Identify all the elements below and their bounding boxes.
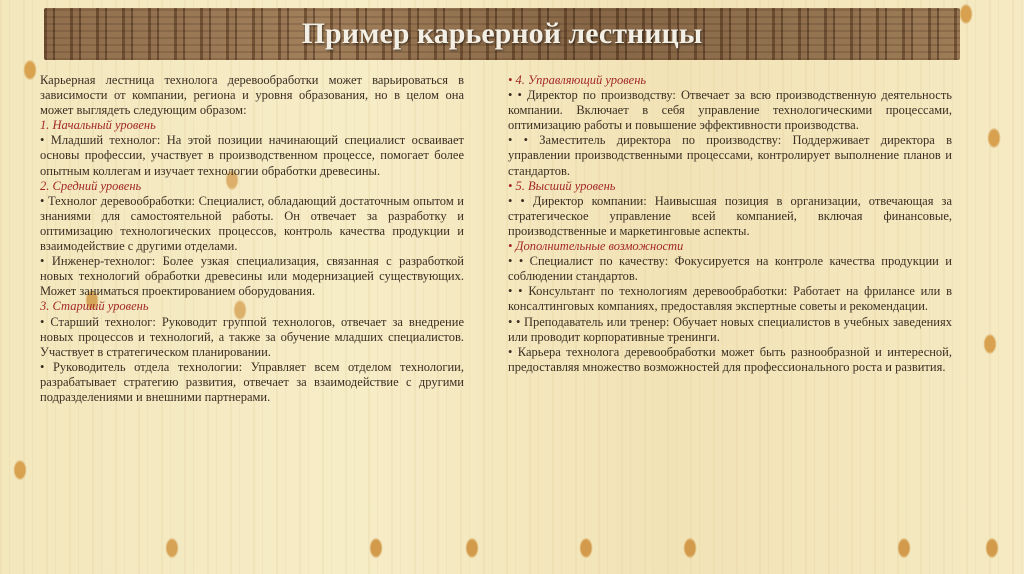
slide-title: Пример карьерной лестницы	[301, 17, 703, 50]
extra-item: • • Преподаватель или тренер: Обучает новых специалистов в учебных заведениях или проводит корпоративные тренинги.	[508, 314, 952, 344]
intro-paragraph: Карьерная лестница технолога деревообработки может варьироваться в зависимости от компании, региона и уровня образования, но в целом она может выглядеть следующим образом:	[40, 73, 464, 118]
level3-item: • Руководитель отдела технологии: Управляет всем отделом технологии, разрабатывает стратегию развития, отвечает за взаимодействие с другими подразделениями и внешними партнерами.	[40, 359, 464, 404]
extra-item: • • Специалист по качеству: Фокусируется на контроле качества продукции и соблюдении стандартов.	[508, 254, 952, 284]
level2-heading: 2. Средний уровень	[40, 178, 142, 193]
left-column	[40, 73, 464, 405]
level1-item: • Младший технолог: На этой позиции начинающий специалист осваивает основы профессии, участвует в производственном процессе, помогает более опытным коллегам и изучает технологии обработки древесины.	[40, 133, 464, 178]
level4-heading: • 4. Управляющий уровень	[508, 73, 647, 87]
level2-item: • Технолог деревообработки: Специалист, обладающий достаточным опытом и знаниями для самостоятельной работы. Он отвечает за разработку и оптимизацию технологических процессов, контроль качества продукции и взаимодействие с другими отделами.	[40, 193, 464, 254]
level4-item: • • Директор по производству: Отвечает за всю производственную деятельность компании. Включает в себя управление технологическими процессами, оптимизацию работы и повышение эффективности производства.	[508, 88, 952, 133]
level5-heading: • 5. Высший уровень	[508, 178, 616, 193]
title-banner	[44, 8, 960, 60]
extra-heading: • Дополнительные возможности	[508, 239, 684, 254]
level3-item: • Старший технолог: Руководит группой технологов, отвечает за внедрение новых процессов и технологий, а также за обучение младших специалистов. Участвует в стратегическом планировании.	[40, 314, 464, 359]
level2-item: • Инженер-технолог: Более узкая специализация, связанная с разработкой новых технологий обработки древесины или модернизацией существующих. Может заниматься проектированием оборудования.	[40, 254, 464, 299]
conclusion-paragraph: • Карьера технолога деревообработки может быть разнообразной и интересной, предоставляя множество возможностей для профессионального роста и развития.	[508, 344, 952, 374]
right-column	[508, 73, 952, 375]
level5-item: • • Директор компании: Наивысшая позиция в организации, отвечающая за стратегическое управление всей компанией, включая финансовые, производственные и маркетинговые аспекты.	[508, 193, 952, 238]
level4-item: • • Заместитель директора по производству: Поддерживает директора в управлении производственными процессами, контролирует выполнение планов и стандартов.	[508, 133, 952, 178]
level3-heading: 3. Старший уровень	[40, 299, 149, 314]
extra-item: • • Консультант по технологиям деревообработки: Работает на фрилансе или в консалтинговых компаниях, предоставляя экспертные советы и рекомендации.	[508, 284, 952, 314]
level1-heading: 1. Начальный уровень	[40, 118, 156, 133]
